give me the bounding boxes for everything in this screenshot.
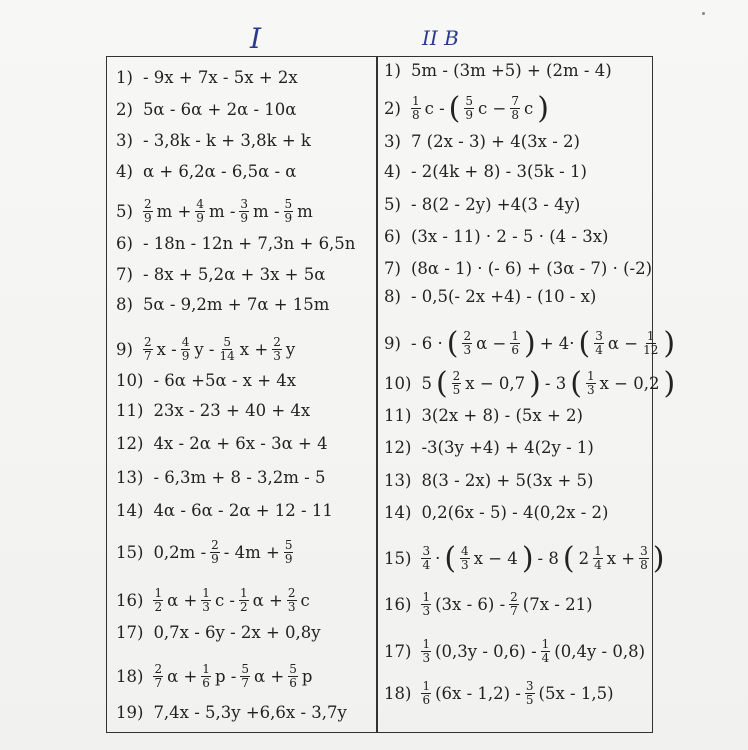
denominator: 6 — [511, 343, 519, 357]
right-exercise-2 — [384, 90, 551, 126]
denominator: 2 — [154, 600, 163, 614]
numerator: 1 — [202, 586, 210, 600]
numerator: 1 — [422, 679, 431, 693]
exercise-number: 7) — [116, 265, 133, 284]
left-exercise-19 — [116, 703, 349, 723]
numerator: 5 — [284, 538, 293, 552]
exercise-number: 10) — [116, 371, 144, 390]
numerator: 2 — [510, 590, 518, 604]
denominator: 9 — [284, 552, 293, 566]
fraction — [462, 330, 472, 357]
expression-text: 5α - 6α + 2α - 10α — [142, 100, 297, 119]
fraction — [219, 336, 236, 363]
expression-text: α − — [607, 333, 639, 353]
expression-text: - 6,3m + 8 - 3,2m - 5 — [153, 468, 326, 487]
numerator: 5 — [465, 94, 473, 108]
numerator: 4 — [461, 544, 469, 558]
right-exercise-9 — [384, 325, 677, 361]
numerator: 2 — [211, 538, 219, 552]
expression-text: - 2(4k + 8) - 3(5k - 1) — [410, 162, 587, 181]
numerator: 5 — [289, 662, 297, 676]
denominator: 7 — [241, 676, 249, 690]
exercise-number: 19) — [116, 703, 144, 722]
numerator: 5 — [241, 662, 249, 676]
fraction — [525, 680, 535, 707]
bracket: ) — [663, 365, 676, 401]
fraction — [239, 198, 249, 225]
expression-text: m - — [208, 201, 236, 221]
denominator: 3 — [422, 651, 431, 665]
right-exercise-12 — [384, 438, 596, 458]
expression-text: + 4· — [539, 333, 575, 353]
denominator: 3 — [586, 383, 595, 397]
denominator: 14 — [219, 349, 235, 363]
right-exercise-1 — [384, 61, 614, 81]
expression-text: - 3 — [544, 373, 567, 393]
expression-text: m + — [156, 201, 192, 221]
fraction — [272, 336, 282, 363]
expression-text: - 4m + — [223, 542, 280, 562]
right-exercise-8 — [384, 287, 598, 307]
expression-text: 5m - (3m +5) + (2m - 4) — [410, 61, 612, 80]
denominator: 4 — [541, 651, 550, 665]
expression-text: 7,4x - 5,3y +6,6x - 3,7y — [153, 703, 347, 722]
expression-text: - 9x + 7x - 5x + 2x — [142, 68, 298, 87]
expression-text: - 3,8k - k + 3,8k + k — [142, 131, 311, 150]
fraction — [421, 638, 431, 665]
fraction — [143, 336, 153, 363]
bracket: ( — [570, 365, 582, 401]
left-exercise-14 — [116, 501, 335, 521]
denominator: 3 — [422, 604, 431, 618]
exercise-number: 1) — [116, 68, 133, 87]
expression-text: - 8 — [537, 548, 559, 568]
left-exercise-7 — [116, 265, 327, 285]
expression-text: 0,2(6x - 5) - 4(0,2x - 2) — [421, 503, 609, 522]
column-header-left: I — [250, 22, 262, 55]
expression-text: c - — [424, 98, 445, 118]
denominator: 3 — [463, 343, 472, 357]
expression-text: (3x - 6) - — [435, 594, 506, 614]
numerator: 5 — [284, 197, 293, 211]
denominator: 8 — [411, 108, 420, 122]
fraction — [284, 539, 294, 566]
expression-text: - 6α +5α - x + 4x — [153, 371, 297, 390]
right-exercise-13 — [384, 471, 595, 491]
bracket: ) — [523, 325, 536, 361]
denominator: 4 — [422, 558, 431, 572]
bracket: ( — [562, 540, 575, 576]
expression-text: 5α - 9,2m + 7α + 15m — [142, 295, 330, 314]
paper-speck — [702, 12, 705, 15]
left-exercise-4 — [116, 162, 298, 182]
exercise-number: 7) — [384, 259, 401, 278]
expression-text: y — [285, 339, 296, 359]
exercise-number: 2) — [384, 98, 401, 118]
left-exercise-8 — [116, 295, 331, 315]
denominator: 6 — [202, 676, 210, 690]
numerator: 1 — [646, 329, 655, 343]
left-exercise-5 — [116, 198, 315, 225]
numerator: 3 — [595, 329, 603, 343]
bracket: ) — [529, 365, 541, 401]
bracket: ( — [448, 90, 461, 126]
expression-text: (7x - 21) — [522, 594, 593, 614]
fraction — [509, 591, 519, 618]
expression-text: 5 — [421, 373, 432, 393]
exercise-number: 15) — [116, 542, 144, 562]
exercise-number: 1) — [384, 61, 401, 80]
expression-text: - 18n - 12n + 7,3n + 6,5n — [142, 234, 356, 253]
fraction — [240, 663, 250, 690]
expression-text: (6x - 1,2) - — [435, 683, 521, 703]
right-exercise-14 — [384, 503, 610, 523]
denominator: 3 — [273, 349, 281, 363]
numerator: 2 — [143, 197, 152, 211]
expression-text: · — [435, 548, 441, 568]
expression-text: - 8x + 5,2α + 3x + 5α — [142, 265, 326, 284]
exercise-number: 13) — [116, 468, 144, 487]
expression-text: (8α - 1) · (- 6) + (3α - 7) · (-2) — [410, 259, 653, 278]
denominator: 7 — [143, 349, 152, 363]
exercise-number: 9) — [384, 333, 401, 353]
left-exercise-11 — [116, 401, 312, 421]
exercise-number: 13) — [384, 471, 412, 490]
exercise-number: 18) — [116, 666, 144, 686]
numerator: 1 — [240, 586, 248, 600]
expression-text: - 8(2 - 2y) +4(3 - 4y) — [410, 195, 581, 214]
expression-text: α − — [476, 333, 507, 353]
expression-text: c − — [478, 98, 507, 118]
exercise-number: 8) — [384, 287, 401, 306]
fraction — [284, 198, 294, 225]
expression-text: - 0,5(- 2x +4) - (10 - x) — [410, 287, 597, 306]
bracket: ( — [444, 540, 457, 576]
numerator: 1 — [594, 544, 602, 558]
left-exercise-17 — [116, 623, 323, 643]
left-exercise-16 — [116, 587, 312, 614]
expression-text: p - — [214, 666, 237, 686]
fraction — [181, 336, 191, 363]
numerator: 2 — [143, 335, 152, 349]
numerator: 3 — [640, 544, 648, 558]
exercise-number: 6) — [384, 227, 401, 246]
numerator: 3 — [240, 197, 249, 211]
denominator: 7 — [510, 604, 518, 618]
numerator: 1 — [154, 586, 163, 600]
fraction — [460, 545, 470, 572]
fraction — [195, 198, 205, 225]
expression-text: x − 0,2 — [599, 373, 660, 393]
right-exercise-18 — [384, 680, 616, 707]
fraction — [421, 680, 431, 707]
expression-text: α + — [253, 666, 285, 686]
expression-text: 0,7x - 6y - 2x + 0,8y — [153, 623, 321, 642]
exercise-number: 18) — [384, 683, 412, 703]
expression-text: x - — [156, 339, 177, 359]
fraction — [239, 587, 249, 614]
right-exercise-16 — [384, 591, 595, 618]
exercise-number: 9) — [116, 339, 133, 359]
denominator: 9 — [181, 349, 190, 363]
exercise-number: 4) — [384, 162, 401, 181]
left-exercise-9 — [116, 336, 297, 363]
right-exercise-10 — [384, 365, 677, 401]
fraction — [411, 95, 421, 122]
numerator: 4 — [181, 335, 190, 349]
fraction — [593, 545, 603, 572]
denominator: 4 — [595, 343, 603, 357]
denominator: 8 — [640, 558, 648, 572]
expression-text: α + — [252, 590, 283, 610]
exercise-number: 16) — [384, 594, 412, 614]
expression-text: (3x - 11) · 2 - 5 · (4 - 3x) — [410, 227, 609, 246]
numerator: 1 — [411, 94, 420, 108]
left-exercise-1 — [116, 68, 300, 88]
left-exercise-2 — [116, 100, 298, 120]
fraction — [288, 663, 298, 690]
fraction — [510, 95, 520, 122]
expression-text: - 6 · — [410, 333, 443, 353]
numerator: 5 — [223, 335, 231, 349]
bracket: ) — [663, 325, 676, 361]
exercise-number: 5) — [116, 201, 133, 221]
fraction — [594, 330, 604, 357]
expression-text: 3(2x + 8) - (5x + 2) — [421, 406, 583, 425]
exercise-number: 5) — [384, 195, 401, 214]
expression-text: y - — [194, 339, 215, 359]
denominator: 6 — [289, 676, 297, 690]
denominator: 5 — [525, 693, 534, 707]
denominator: 7 — [154, 676, 163, 690]
left-exercise-13 — [116, 468, 327, 488]
right-exercise-3 — [384, 132, 582, 152]
expression-text: m — [297, 201, 313, 221]
denominator: 9 — [284, 211, 293, 225]
left-exercise-10 — [116, 371, 298, 391]
denominator: 8 — [511, 108, 519, 122]
numerator: 2 — [287, 586, 296, 600]
exercise-number: 17) — [116, 623, 144, 642]
expression-text: c - — [214, 590, 235, 610]
denominator: 9 — [240, 211, 249, 225]
exercise-number: 3) — [384, 132, 401, 151]
numerator: 3 — [525, 679, 534, 693]
right-exercise-7 — [384, 259, 654, 279]
numerator: 2 — [452, 369, 461, 383]
exercise-number: 3) — [116, 131, 133, 150]
numerator: 2 — [463, 329, 472, 343]
fraction — [421, 545, 431, 572]
expression-text: α + 6,2α - 6,5α - α — [142, 162, 297, 181]
exercise-number: 11) — [116, 401, 144, 420]
fraction — [464, 95, 474, 122]
numerator: 1 — [586, 369, 595, 383]
expression-text: x + — [606, 548, 636, 568]
left-exercise-15 — [116, 539, 295, 566]
expression-text: α + — [167, 666, 198, 686]
fraction — [201, 587, 211, 614]
denominator: 9 — [196, 211, 204, 225]
bracket: ) — [652, 540, 665, 576]
denominator: 9 — [143, 211, 152, 225]
expression-text: 0,2m - — [153, 542, 207, 562]
expression-text: m - — [253, 201, 280, 221]
column-header-right: II B — [422, 26, 459, 50]
denominator: 9 — [211, 552, 219, 566]
numerator: 4 — [196, 197, 204, 211]
denominator: 5 — [452, 383, 461, 397]
fraction — [153, 663, 163, 690]
bracket: ( — [578, 325, 591, 361]
expression-text: (0,4y - 0,8) — [554, 641, 646, 661]
fraction — [421, 591, 431, 618]
expression-text: 7 (2x - 3) + 4(3x - 2) — [410, 132, 580, 151]
expression-text: x − 0,7 — [465, 373, 526, 393]
exercise-number: 15) — [384, 548, 412, 568]
bracket: ) — [521, 540, 534, 576]
bracket: ( — [435, 365, 448, 401]
right-exercise-17 — [384, 638, 647, 665]
numerator: 2 — [273, 335, 281, 349]
left-exercise-18 — [116, 663, 314, 690]
expression-text: p — [301, 666, 313, 686]
left-exercise-3 — [116, 131, 313, 151]
expression-text: 4α - 6α - 2α + 12 - 11 — [153, 501, 333, 520]
right-exercise-15 — [384, 540, 666, 576]
exercise-number: 4) — [116, 162, 133, 181]
expression-text: 23x - 23 + 40 + 4x — [153, 401, 311, 420]
denominator: 4 — [594, 558, 602, 572]
exercise-number: 12) — [384, 438, 412, 457]
numerator: 1 — [422, 590, 431, 604]
denominator: 12 — [643, 343, 659, 357]
denominator: 9 — [465, 108, 473, 122]
right-exercise-5 — [384, 195, 582, 215]
fraction — [639, 545, 649, 572]
expression-text: c — [300, 590, 310, 610]
right-exercise-11 — [384, 406, 585, 426]
right-exercise-6 — [384, 227, 610, 247]
exercise-number: 14) — [384, 503, 412, 522]
expression-text: x + — [239, 339, 269, 359]
left-exercise-6 — [116, 234, 357, 254]
fraction — [201, 663, 211, 690]
expression-text: c — [523, 98, 534, 118]
exercise-number: 6) — [116, 234, 133, 253]
expression-text: (5x - 1,5) — [538, 683, 614, 703]
expression-text: x − 4 — [473, 548, 518, 568]
fraction — [452, 370, 462, 397]
expression-text: 8(3 - 2x) + 5(3x + 5) — [421, 471, 594, 490]
expression-text: -3(3y +4) + 4(2y - 1) — [421, 438, 594, 457]
numerator: 1 — [202, 662, 210, 676]
denominator: 6 — [422, 693, 431, 707]
fraction — [510, 330, 520, 357]
exercise-number: 14) — [116, 501, 144, 520]
exercise-number: 16) — [116, 590, 144, 610]
numerator: 2 — [154, 662, 163, 676]
left-exercise-12 — [116, 434, 330, 454]
denominator: 3 — [461, 558, 469, 572]
exercise-number: 8) — [116, 295, 133, 314]
expression-text: α + — [167, 590, 198, 610]
exercise-number: 2) — [116, 100, 133, 119]
exercise-number: 17) — [384, 641, 412, 661]
expression-text: (0,3y - 0,6) - — [435, 641, 537, 661]
denominator: 3 — [287, 600, 296, 614]
fraction — [210, 539, 220, 566]
exercise-number: 11) — [384, 406, 412, 425]
denominator: 3 — [202, 600, 210, 614]
bracket: ) — [537, 90, 549, 126]
exercise-number: 12) — [116, 434, 144, 453]
bracket: ( — [446, 325, 459, 361]
numerator: 1 — [541, 637, 550, 651]
expression-text: 2 — [578, 548, 590, 568]
column-divider — [376, 56, 378, 733]
numerator: 1 — [422, 637, 431, 651]
fraction — [541, 638, 551, 665]
fraction — [153, 587, 163, 614]
fraction — [287, 587, 297, 614]
numerator: 7 — [511, 94, 519, 108]
exercise-number: 10) — [384, 373, 412, 393]
right-exercise-4 — [384, 162, 589, 182]
numerator: 1 — [511, 329, 519, 343]
fraction — [642, 330, 659, 357]
denominator: 2 — [240, 600, 248, 614]
numerator: 3 — [422, 544, 431, 558]
fraction — [586, 370, 596, 397]
expression-text: 4x - 2α + 6x - 3α + 4 — [153, 434, 328, 453]
fraction — [143, 198, 153, 225]
